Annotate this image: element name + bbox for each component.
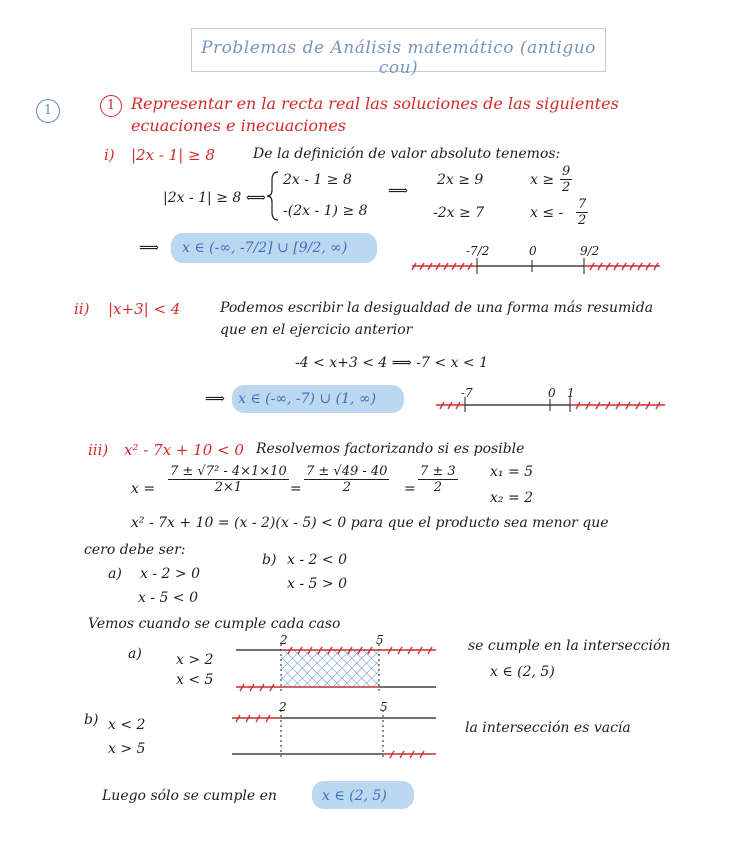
part-iii-root2: x₂ = 2 (490, 490, 534, 506)
part-iii-a-axis-2: 2 (280, 633, 288, 647)
part-iii-eq1: = (290, 481, 302, 497)
part-iii-b-result: la intersección es vacía (465, 720, 631, 736)
part-ii-label: ii) (74, 300, 90, 318)
part-i-step1a: 2x ≥ 9 (437, 172, 484, 188)
part-i-res1-prefix: x ≥ (530, 172, 555, 188)
part-iii-a-cond1: x > 2 (176, 652, 214, 668)
part-i-step1b: -2x ≥ 7 (433, 205, 485, 221)
part-i-brace (267, 172, 278, 220)
part-iii-x-eq: x = (131, 481, 156, 497)
part-iii-frac3-den: 2 (433, 480, 442, 495)
final-text: Luego sólo se cumple en (102, 788, 277, 804)
part-iii-a-result1: se cumple en la intersección (468, 638, 671, 654)
part-i-res2-den: 2 (578, 213, 587, 228)
part-i-axis-label-1: -7/2 (466, 244, 490, 258)
part-ii-solution: x ∈ (-∞, -7) ∪ (1, ∞) (238, 391, 377, 407)
part-iii-b-cond2: x > 5 (108, 741, 146, 757)
part-i-problem: |2x - 1| ≥ 8 (131, 146, 215, 164)
part-iii-a-axis-5: 5 (376, 633, 384, 647)
part-iii-frac1-num: 7 ± √7² - 4×1×10 (170, 464, 287, 479)
part-i-case1: 2x - 1 ≥ 8 (283, 172, 352, 188)
part-iii-case-a1: x - 2 > 0 (140, 566, 200, 582)
part-iii-intro: Resolvemos factorizando si es posible (256, 441, 525, 457)
part-ii-problem: |x+3| < 4 (108, 300, 181, 318)
final-solution: x ∈ (2, 5) (322, 788, 387, 804)
part-iii-frac2-num: 7 ± √49 - 40 (306, 464, 388, 479)
part-i-number-line (412, 258, 660, 274)
part-ii-text1: Podemos escribir la desigualdad de una forma más resumida (220, 300, 654, 316)
part-iii-a-result2: x ∈ (2, 5) (490, 664, 555, 680)
part-iii-factored: x² - 7x + 10 = (x - 2)(x - 5) < 0 para que el producto sea menor que (131, 515, 609, 531)
part-i-axis-label-2: 0 (529, 244, 537, 258)
part-i-axis-label-3: 9/2 (580, 244, 600, 258)
part-iii-case-b2: x - 5 > 0 (287, 576, 347, 592)
part-iii-case-b-label: b) (262, 552, 277, 568)
part-i-res1-den: 2 (562, 180, 571, 195)
part-iii-case-b1: x - 2 < 0 (287, 552, 347, 568)
part-iii-b-axis-2: 2 (279, 700, 287, 714)
exercise-statement-line1: Representar en la recta real las soluciones de las siguientes (131, 94, 619, 113)
part-ii-number-line (436, 397, 665, 412)
page-title: Problemas de Análisis matemático (antiguo cou) (201, 38, 596, 78)
part-iii-a-number-line (236, 644, 436, 692)
part-iii-case-a-label: a) (108, 566, 122, 582)
part-i-res1-num: 9 (562, 164, 571, 179)
part-i-intro: De la definición de valor absoluto tenemos: (253, 146, 561, 162)
part-i-case2: -(2x - 1) ≥ 8 (283, 203, 368, 219)
part-iii-b-number-line (232, 710, 436, 758)
part-ii-text2: que en el ejercicio anterior (220, 322, 413, 338)
part-ii-axis-label-3: 1 (567, 386, 575, 400)
part-iii-b-label: b) (84, 712, 99, 728)
part-iii-frac1-den: 2×1 (214, 480, 243, 495)
part-iii-label: iii) (88, 441, 109, 459)
part-ii-axis-label-2: 0 (548, 386, 556, 400)
part-iii-b-axis-5: 5 (380, 700, 388, 714)
part-iii-b-cond1: x < 2 (108, 717, 146, 733)
exercise-number: 1 (106, 98, 116, 113)
part-i-lhs: |2x - 1| ≥ 8 ⟺ (163, 190, 266, 206)
part-i-solution: x ∈ (-∞, -7/2] ∪ [9/2, ∞) (182, 240, 348, 256)
part-i-res2-num: 7 (578, 197, 587, 212)
part-iii-eq2: = (404, 481, 416, 497)
part-iii-problem: x² - 7x + 10 < 0 (124, 441, 244, 459)
part-i-implies: ⟹ (388, 183, 409, 199)
part-i-label: i) (104, 146, 115, 164)
part-iii-a-cond2: x < 5 (176, 672, 214, 688)
exercise-statement-line2: ecuaciones e inecuaciones (131, 116, 346, 135)
part-ii-arrow: ⟹ (205, 391, 226, 407)
part-i-res2-prefix: x ≤ - (530, 205, 564, 221)
part-ii-axis-label-1: -7 (461, 386, 473, 400)
part-iii-vemos: Vemos cuando se cumple cada caso (88, 616, 341, 632)
part-i-conclusion-arrow: ⟹ (139, 240, 160, 256)
problem-number: 1 (43, 103, 53, 118)
part-iii-cero-debe: cero debe ser: (84, 542, 186, 558)
part-iii-frac2-den: 2 (342, 480, 351, 495)
part-iii-case-a2: x - 5 < 0 (138, 590, 198, 606)
part-iii-root1: x₁ = 5 (490, 464, 534, 480)
part-ii-chain: -4 < x+3 < 4 ⟹ -7 < x < 1 (295, 355, 489, 371)
part-iii-a-label: a) (128, 646, 142, 662)
part-iii-frac3-num: 7 ± 3 (420, 464, 456, 479)
